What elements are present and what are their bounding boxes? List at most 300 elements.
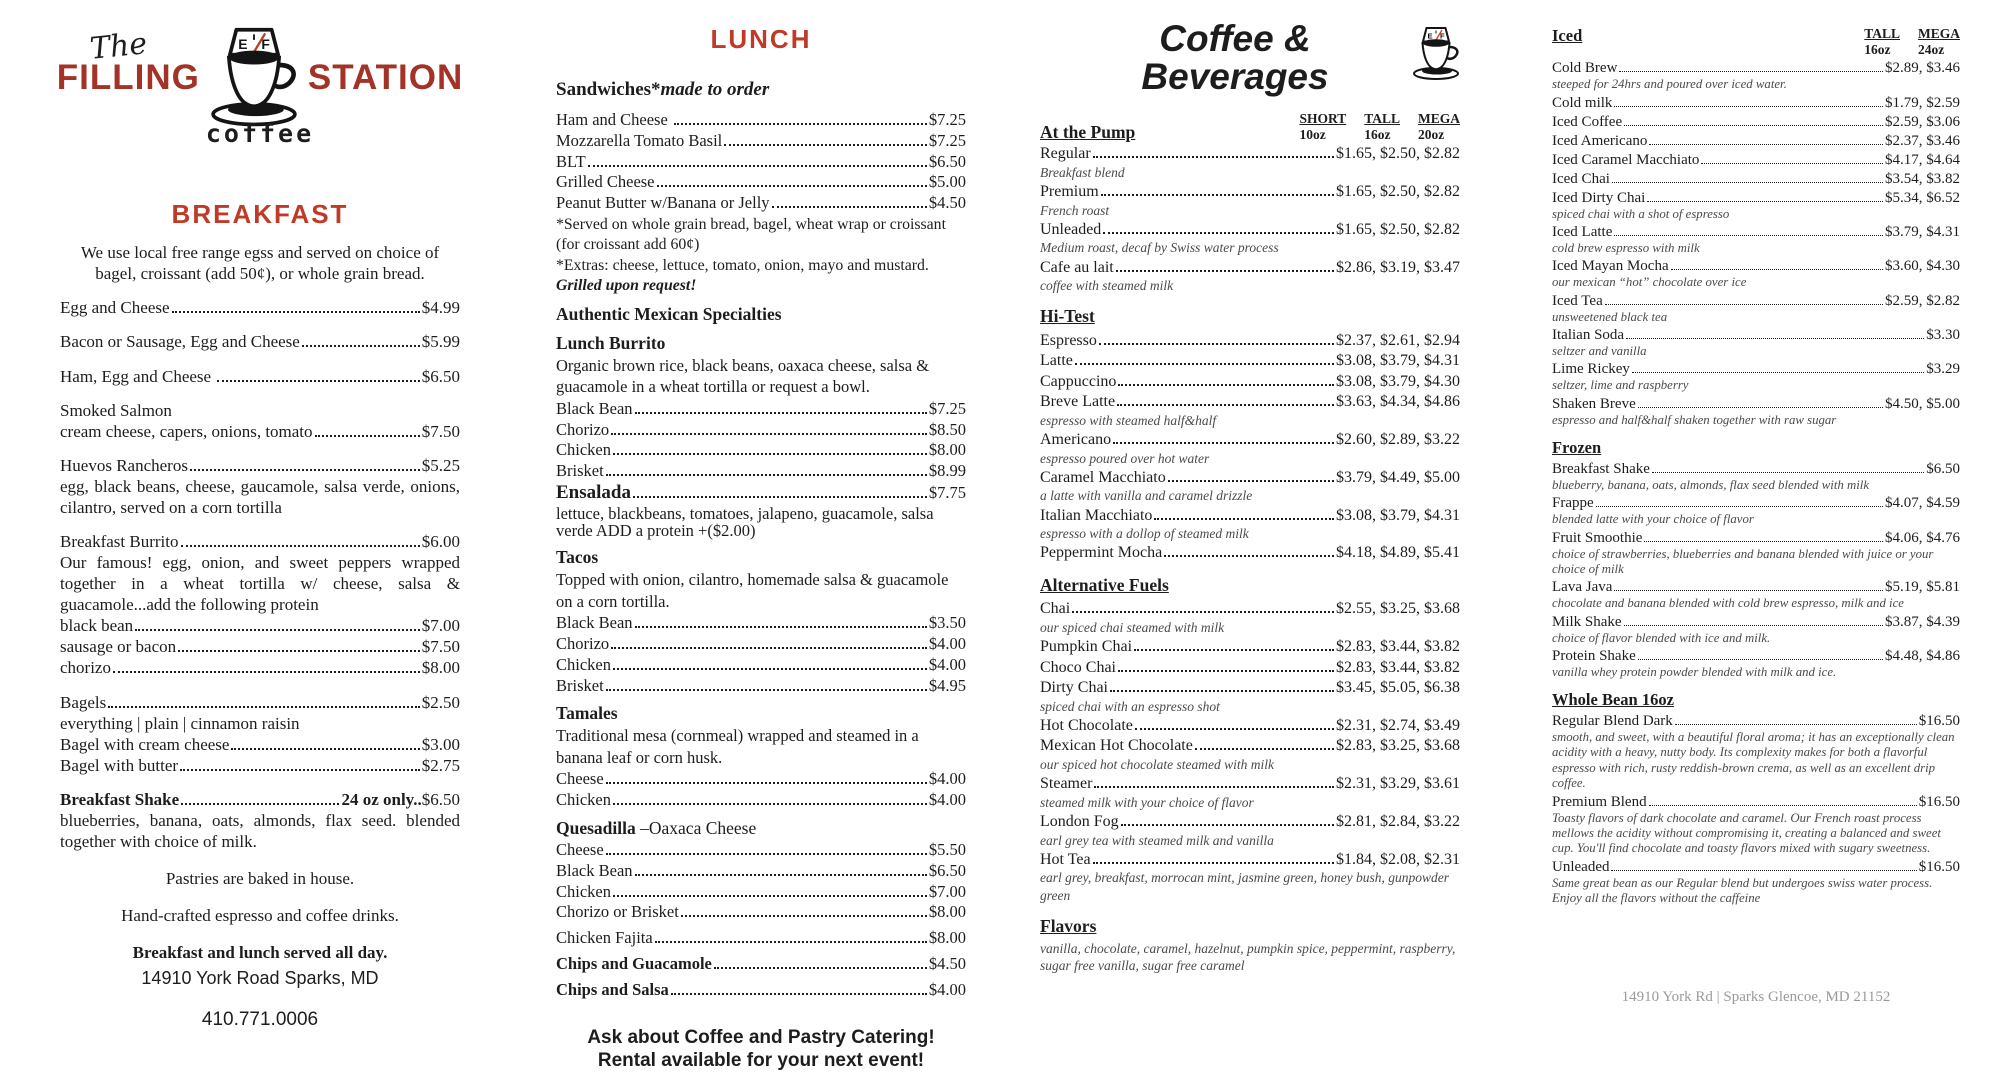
dot-leader bbox=[1612, 182, 1883, 183]
menu-item-prices: $3.63, $4.34, $4.86 bbox=[1336, 392, 1460, 412]
menu-item bbox=[1552, 793, 1960, 857]
dot-leader bbox=[724, 144, 927, 146]
phone-number: 410.771.0006 bbox=[60, 1008, 460, 1032]
menu-item bbox=[1552, 712, 1960, 791]
menu-item bbox=[1040, 736, 1460, 773]
dot-leader bbox=[611, 647, 927, 649]
iced-header-row bbox=[1552, 26, 1960, 58]
dot-leader bbox=[588, 165, 927, 167]
dot-leader bbox=[1605, 304, 1883, 305]
menu-item-name: Black Bean bbox=[556, 613, 633, 633]
quesadilla-heading-rest: –Oaxaca Cheese bbox=[636, 818, 757, 838]
menu-item bbox=[60, 531, 460, 615]
menu-item-name: Cold milk bbox=[1552, 94, 1612, 112]
dot-leader bbox=[181, 545, 420, 547]
dot-leader bbox=[613, 668, 927, 670]
menu-item-name: black bean bbox=[60, 615, 133, 636]
menu-item bbox=[1552, 326, 1960, 359]
menu-item-price: $6.50 bbox=[422, 789, 460, 810]
menu-item-prices: $4.17, $4.64 bbox=[1885, 151, 1960, 169]
menu-item-prices: $2.83, $3.44, $3.82 bbox=[1336, 658, 1460, 678]
quesadilla-heading-bold: Quesadilla bbox=[556, 818, 636, 838]
menu-item-name: Caramel Macchiato bbox=[1040, 468, 1166, 488]
tamales-description: Traditional mesa (cornmeal) wrapped and steamed in a banana leaf or corn husk. bbox=[556, 725, 966, 768]
menu-item-name: Chai bbox=[1040, 599, 1070, 619]
menu-item bbox=[1552, 858, 1960, 907]
menu-item-name: Frappe bbox=[1552, 494, 1594, 512]
dot-leader bbox=[1118, 670, 1334, 672]
dot-leader bbox=[217, 380, 419, 382]
menu-item bbox=[556, 634, 966, 654]
menu-item-name: Premium Blend bbox=[1552, 793, 1647, 811]
menu-item-description: choice of flavor blended with ice and milk. bbox=[1552, 631, 1960, 646]
dot-leader bbox=[1093, 156, 1334, 158]
coffee-cup-icon bbox=[1408, 26, 1464, 82]
menu-item-description: a latte with vanilla and caramel drizzle bbox=[1040, 487, 1460, 504]
section-heading: Alternative Fuels bbox=[1040, 575, 1460, 596]
at-the-pump-heading: At the Pump bbox=[1040, 122, 1135, 143]
menu-item bbox=[1552, 613, 1960, 646]
espresso-note: Hand-crafted espresso and coffee drinks. bbox=[60, 905, 460, 926]
logo-station-text: STATION bbox=[308, 56, 463, 99]
menu-item-price: $7.50 bbox=[422, 421, 460, 442]
menu-item-name: Iced Chai bbox=[1552, 170, 1610, 188]
dot-leader bbox=[1647, 201, 1883, 202]
dot-leader bbox=[655, 941, 927, 943]
menu-item-prices: $1.65, $2.50, $2.82 bbox=[1336, 144, 1460, 164]
menu-item bbox=[1552, 460, 1960, 493]
grilled-upon-request: Grilled upon request! bbox=[556, 277, 696, 294]
sandwich-footnote-2-text: *Extras: cheese, lettuce, tomato, onion, mayo and mustard. bbox=[556, 257, 929, 274]
dot-leader bbox=[674, 123, 927, 125]
menu-item-name: BLT bbox=[556, 152, 586, 172]
dot-leader bbox=[606, 782, 927, 784]
menu-item bbox=[556, 131, 966, 151]
menu-item-description: coffee with steamed milk bbox=[1040, 277, 1460, 294]
dot-leader bbox=[231, 748, 419, 750]
menu-item bbox=[1552, 170, 1960, 188]
menu-item-name: Chips and Salsa bbox=[556, 980, 669, 1000]
menu-item-name: Unleaded bbox=[1552, 858, 1609, 876]
dot-leader bbox=[606, 474, 927, 476]
menu-item-price: $3.00 bbox=[422, 734, 460, 755]
menu-item-price: $8.99 bbox=[929, 461, 966, 481]
menu-item-price: $5.99 bbox=[422, 331, 460, 352]
section-heading: Whole Bean 16oz bbox=[1552, 690, 1960, 710]
menu-item-description: earl grey tea with steamed milk and vanilla bbox=[1040, 832, 1460, 849]
lunch-title: LUNCH bbox=[556, 24, 966, 55]
menu-item bbox=[60, 297, 460, 318]
coffee-cup-fuel-gauge-icon bbox=[202, 26, 306, 130]
menu-item bbox=[1040, 774, 1460, 811]
menu-item-name: Italian Macchiato bbox=[1040, 506, 1152, 526]
menu-item bbox=[1040, 182, 1460, 219]
dot-leader bbox=[1701, 163, 1883, 164]
menu-item bbox=[60, 400, 460, 442]
menu-item-prices: $3.45, $5.05, $6.38 bbox=[1336, 678, 1460, 698]
pastries-note: Pastries are baked in house. bbox=[60, 868, 460, 889]
menu-item bbox=[556, 613, 966, 633]
menu-item-name: Bagels bbox=[60, 692, 106, 713]
menu-item-price: $5.50 bbox=[929, 840, 966, 860]
menu-item-pre-label: Smoked Salmon bbox=[60, 400, 460, 421]
menu-item-name: Iced Caramel Macchiato bbox=[1552, 151, 1699, 169]
menu-item-prices: $2.37, $3.46 bbox=[1885, 132, 1960, 150]
menu-item-name: Chips and Guacamole bbox=[556, 954, 712, 974]
menu-item-price: $7.25 bbox=[929, 131, 966, 151]
dot-leader bbox=[1113, 442, 1334, 444]
section-items bbox=[1040, 599, 1460, 904]
menu-item-price: $4.00 bbox=[929, 769, 966, 789]
menu-item bbox=[556, 902, 966, 922]
menu-item-description: our mexican “hot” chocolate over ice bbox=[1552, 275, 1960, 290]
menu-item-price: $6.00 bbox=[422, 531, 460, 552]
menu-item-description: Toasty flavors of dark chocolate and caramel. Our French roast process mellows the acidity without compromising it, creating a balanced and sweet cup. You'll find chocolate and toasty flavors mixed with sugary sweetness. bbox=[1552, 811, 1960, 857]
menu-item-price: $6.50 bbox=[422, 366, 460, 387]
menu-item-name: Iced Mayan Mocha bbox=[1552, 257, 1669, 275]
menu-item-name: Regular bbox=[1040, 144, 1091, 164]
title-line-1: Coffee & bbox=[1159, 18, 1310, 59]
menu-section bbox=[1552, 690, 1960, 906]
menu-item bbox=[1040, 258, 1460, 295]
menu-item-name: Pumpkin Chai bbox=[1040, 637, 1132, 657]
menu-item-prices: $16.50 bbox=[1919, 793, 1960, 811]
menu-item bbox=[1552, 578, 1960, 611]
menu-item bbox=[1552, 113, 1960, 131]
menu-item bbox=[1552, 647, 1960, 680]
lunch-burrito-description: Organic brown rice, black beans, oaxaca cheese, salsa & guacamole in a wheat tortilla or request a bowl. bbox=[556, 355, 966, 398]
coffee-beverages-title bbox=[1040, 20, 1430, 97]
dot-leader bbox=[1619, 71, 1883, 72]
size-label: TALL bbox=[1364, 111, 1400, 127]
dot-leader bbox=[1116, 270, 1334, 272]
menu-item bbox=[556, 110, 966, 130]
quesadilla-items bbox=[556, 840, 966, 922]
section-heading: Frozen bbox=[1552, 438, 1960, 458]
menu-item-name: Regular Blend Dark bbox=[1552, 712, 1673, 730]
size-label: MEGA bbox=[1418, 111, 1460, 127]
section-items bbox=[1552, 460, 1960, 680]
dot-leader bbox=[635, 412, 927, 414]
menu-item-name: Iced Americano bbox=[1552, 132, 1647, 150]
size-column bbox=[1299, 111, 1346, 143]
menu-item-price: $7.25 bbox=[929, 399, 966, 419]
menu-item-description: espresso and half&half shaken together with raw sugar bbox=[1552, 413, 1960, 428]
menu-item-name: Breakfast Shake bbox=[60, 789, 179, 810]
size-header bbox=[1299, 111, 1460, 143]
menu-item-name: Huevos Rancheros bbox=[60, 455, 188, 476]
menu-item bbox=[556, 420, 966, 440]
dot-leader bbox=[613, 803, 927, 805]
menu-item-name: chorizo bbox=[60, 657, 111, 678]
size-column bbox=[1364, 111, 1400, 143]
size-label: TALL bbox=[1864, 26, 1900, 42]
menu-item-name: Mexican Hot Chocolate bbox=[1040, 736, 1193, 756]
section-items bbox=[1552, 712, 1960, 906]
coffee-sections bbox=[1040, 306, 1460, 974]
menu-item bbox=[556, 676, 966, 696]
menu-item-prices: $1.65, $2.50, $2.82 bbox=[1336, 220, 1460, 240]
menu-item-description: everything | plain | cinnamon raisin bbox=[60, 713, 460, 734]
dot-leader bbox=[1094, 786, 1334, 788]
ensalada-item bbox=[556, 482, 966, 539]
menu-item bbox=[1040, 351, 1460, 371]
tacos-description: Topped with onion, cilantro, homemade salsa & guacamole on a corn tortilla. bbox=[556, 569, 966, 612]
menu-item-name: Bagel with cream cheese bbox=[60, 734, 229, 755]
menu-item-prices: $2.31, $2.74, $3.49 bbox=[1336, 716, 1460, 736]
menu-item-price: $3.50 bbox=[929, 613, 966, 633]
burrito-items bbox=[556, 399, 966, 481]
menu-item-name: Iced Dirty Chai bbox=[1552, 189, 1645, 207]
menu-item bbox=[1552, 59, 1960, 92]
dot-leader bbox=[1624, 125, 1883, 126]
sandwich-items bbox=[556, 110, 966, 213]
menu-item bbox=[1040, 468, 1460, 505]
menu-item-name: Bacon or Sausage, Egg and Cheese bbox=[60, 331, 300, 352]
menu-item-name: Shaken Breve bbox=[1552, 395, 1636, 413]
menu-item-description: choice of strawberries, blueberries and banana blended with juice or your choice of milk bbox=[1552, 547, 1960, 578]
menu-item-name: Bagel with butter bbox=[60, 755, 178, 776]
menu-item-name: Cappuccino bbox=[1040, 372, 1116, 392]
dot-leader bbox=[1596, 506, 1883, 507]
size-column bbox=[1918, 26, 1960, 58]
size-ounces: 16oz bbox=[1364, 127, 1390, 143]
menu-item-prices: $16.50 bbox=[1919, 712, 1960, 730]
dot-leader bbox=[714, 967, 927, 969]
menu-item-description: our spiced hot chocolate steamed with milk bbox=[1040, 756, 1460, 773]
menu-item-name: Iced Tea bbox=[1552, 292, 1603, 310]
menu-item bbox=[1040, 812, 1460, 849]
menu-section bbox=[1552, 438, 1960, 680]
menu-item-name: Cheese bbox=[556, 769, 604, 789]
dot-leader bbox=[1626, 338, 1924, 339]
menu-item-prices: $5.19, $5.81 bbox=[1885, 578, 1960, 596]
dot-leader bbox=[1671, 269, 1883, 270]
menu-item bbox=[556, 193, 966, 213]
menu-item-price: $4.00 bbox=[929, 655, 966, 675]
logo-coffee-text: coffee bbox=[60, 118, 460, 149]
lunch-burrito-heading: Lunch Burrito bbox=[556, 333, 966, 354]
menu-item-name: Americano bbox=[1040, 430, 1111, 450]
menu-item-price: $8.00 bbox=[929, 440, 966, 460]
menu-item-name: Italian Soda bbox=[1552, 326, 1624, 344]
menu-item bbox=[60, 789, 460, 852]
size-column bbox=[1864, 26, 1900, 58]
dot-leader bbox=[181, 803, 339, 805]
menu-item-name: Brisket bbox=[556, 461, 604, 481]
menu-item-price: $2.50 bbox=[422, 692, 460, 713]
dot-leader bbox=[1195, 748, 1334, 750]
menu-item-prices: $3.08, $3.79, $4.31 bbox=[1336, 351, 1460, 371]
menu-item-description: French roast bbox=[1040, 202, 1460, 219]
menu-item-name: Chicken bbox=[556, 655, 611, 675]
menu-section bbox=[1040, 306, 1460, 563]
menu-item-prices: $3.30 bbox=[1926, 326, 1960, 344]
taco-items bbox=[556, 613, 966, 695]
dot-leader bbox=[1075, 363, 1334, 365]
menu-item-prices: $3.60, $4.30 bbox=[1885, 257, 1960, 275]
menu-item-prices: $4.50, $5.00 bbox=[1885, 395, 1960, 413]
dot-leader bbox=[606, 853, 927, 855]
dot-leader bbox=[180, 769, 420, 771]
menu-item bbox=[1040, 372, 1460, 392]
menu-item-prices: $2.86, $3.19, $3.47 bbox=[1336, 258, 1460, 278]
dot-leader bbox=[1614, 106, 1883, 107]
menu-item-description: steamed milk with your choice of flavor bbox=[1040, 794, 1460, 811]
menu-item-name: Chorizo or Brisket bbox=[556, 902, 679, 922]
dot-leader bbox=[172, 311, 420, 313]
catering-line-2: Rental available for your next event! bbox=[598, 1050, 924, 1071]
menu-item-name: Chicken bbox=[556, 790, 611, 810]
menu-item bbox=[60, 455, 460, 518]
logo-the-text: The bbox=[88, 25, 149, 68]
menu-item-name: Ham and Cheese bbox=[556, 110, 672, 130]
menu-item-price: $2.75 bbox=[422, 755, 460, 776]
size-ounces: 24oz bbox=[1918, 42, 1944, 58]
menu-item bbox=[60, 734, 460, 755]
dot-leader bbox=[1614, 590, 1883, 591]
iced-heading: Iced bbox=[1552, 26, 1582, 46]
menu-item-name: Iced Latte bbox=[1552, 223, 1612, 241]
sandwiches-heading-italic: made to order bbox=[661, 79, 770, 100]
menu-item bbox=[60, 331, 460, 352]
dot-leader bbox=[178, 650, 420, 652]
menu-item bbox=[1552, 257, 1960, 290]
menu-item bbox=[556, 790, 966, 810]
menu-item bbox=[1040, 850, 1460, 904]
menu-item-name: Chicken Fajita bbox=[556, 928, 653, 948]
menu-item bbox=[60, 657, 460, 678]
menu-item-price: $4.99 bbox=[422, 297, 460, 318]
dot-leader bbox=[635, 626, 927, 628]
dot-leader bbox=[606, 689, 927, 691]
menu-section bbox=[1040, 575, 1460, 904]
menu-item-name: Cheese bbox=[556, 840, 604, 860]
dot-leader bbox=[1638, 659, 1883, 660]
menu-item bbox=[1552, 395, 1960, 428]
menu-item-name: Fruit Smoothie bbox=[1552, 529, 1642, 547]
dot-leader bbox=[1121, 824, 1334, 826]
menu-item bbox=[60, 615, 460, 636]
menu-item-price: $5.00 bbox=[929, 172, 966, 192]
menu-item bbox=[556, 769, 966, 789]
iced-items bbox=[1552, 59, 1960, 428]
dot-leader bbox=[1103, 232, 1334, 234]
menu-item bbox=[556, 172, 966, 192]
menu-item-price: $7.75 bbox=[929, 483, 966, 503]
sandwich-footnote-2 bbox=[556, 256, 966, 295]
dot-leader bbox=[302, 345, 420, 347]
menu-item bbox=[556, 399, 966, 419]
menu-item bbox=[556, 655, 966, 675]
menu-item-name: Egg and Cheese bbox=[60, 297, 170, 318]
section-description: vanilla, chocolate, caramel, hazelnut, pumpkin spice, peppermint, raspberry, sugar free vanilla, sugar free caramel bbox=[1040, 940, 1460, 975]
dot-leader bbox=[772, 206, 927, 208]
dot-leader bbox=[1110, 690, 1334, 692]
menu-item-prices: $3.87, $4.39 bbox=[1885, 613, 1960, 631]
dot-leader bbox=[1644, 541, 1883, 542]
menu-item-price: $6.50 bbox=[929, 152, 966, 172]
menu-item-prices: $2.31, $3.29, $3.61 bbox=[1336, 774, 1460, 794]
size-ounces: 10oz bbox=[1299, 127, 1325, 143]
logo-filling-text: FILLING bbox=[57, 56, 200, 99]
coffee-beverages-column bbox=[1040, 0, 1460, 1000]
menu-item-prices: $2.83, $3.44, $3.82 bbox=[1336, 637, 1460, 657]
menu-item-prices: $1.84, $2.08, $2.31 bbox=[1336, 850, 1460, 870]
dot-leader bbox=[1611, 870, 1916, 871]
menu-section bbox=[1040, 916, 1460, 975]
dot-leader bbox=[681, 915, 927, 917]
menu-item-name: Latte bbox=[1040, 351, 1073, 371]
menu-item bbox=[1552, 529, 1960, 578]
size-label: SHORT bbox=[1299, 111, 1346, 127]
tamales-heading: Tamales bbox=[556, 703, 966, 724]
breakfast-column bbox=[60, 0, 460, 1000]
menu-item bbox=[1552, 94, 1960, 112]
menu-item-description: blueberries, banana, oats, almonds, flax seed. blended together with choice of milk. bbox=[60, 810, 460, 852]
menu-item bbox=[60, 366, 460, 387]
menu-item-name: Protein Shake bbox=[1552, 647, 1636, 665]
dot-leader bbox=[1614, 235, 1883, 236]
menu-item bbox=[1040, 599, 1460, 636]
dot-leader bbox=[1649, 805, 1917, 806]
menu-item bbox=[1040, 506, 1460, 543]
sandwiches-heading-bold: Sandwiches* bbox=[556, 79, 661, 100]
menu-item-prices: $3.54, $3.82 bbox=[1885, 170, 1960, 188]
menu-item bbox=[1040, 220, 1460, 257]
menu-item bbox=[1552, 494, 1960, 527]
dot-leader bbox=[1118, 384, 1334, 386]
menu-item bbox=[556, 861, 966, 881]
menu-item-name: Hot Tea bbox=[1040, 850, 1091, 870]
menu-item bbox=[1040, 716, 1460, 736]
dot-leader bbox=[315, 435, 420, 437]
at-the-pump-header-row bbox=[1040, 111, 1460, 143]
menu-item-prices: $3.29 bbox=[1926, 360, 1960, 378]
menu-item-prices: $1.65, $2.50, $2.82 bbox=[1336, 182, 1460, 202]
menu-item-name: Chorizo bbox=[556, 420, 609, 440]
menu-item-price: $6.50 bbox=[929, 861, 966, 881]
menu-item-name: Peppermint Mocha bbox=[1040, 543, 1162, 563]
menu-item-prices: $4.06, $4.76 bbox=[1885, 529, 1960, 547]
menu-item-name: Iced Coffee bbox=[1552, 113, 1622, 131]
menu-item-name: Ensalada bbox=[556, 482, 631, 505]
menu-item-name: Brisket bbox=[556, 676, 604, 696]
tacos-heading: Tacos bbox=[556, 547, 966, 568]
menu-item bbox=[556, 461, 966, 481]
menu-item-name: cream cheese, capers, onions, tomato bbox=[60, 421, 313, 442]
menu-item-description: steeped for 24hrs and poured over iced water. bbox=[1552, 77, 1960, 92]
menu-item-prices: $2.81, $2.84, $3.22 bbox=[1336, 812, 1460, 832]
menu-item-name: Unleaded bbox=[1040, 220, 1101, 240]
menu-item-name: Chicken bbox=[556, 440, 611, 460]
menu-item-prices: $2.37, $2.61, $2.94 bbox=[1336, 331, 1460, 351]
catering-line-1: Ask about Coffee and Pastry Catering! bbox=[587, 1027, 934, 1048]
menu-item bbox=[1552, 360, 1960, 393]
breakfast-items bbox=[60, 297, 460, 852]
iced-column bbox=[1552, 0, 1960, 1000]
menu-item-price: $8.00 bbox=[929, 928, 966, 948]
sandwiches-heading bbox=[556, 79, 966, 102]
menu-item-name: Peanut Butter w/Banana or Jelly bbox=[556, 193, 770, 213]
lunch-column bbox=[556, 0, 966, 1000]
menu-item bbox=[60, 636, 460, 657]
menu-item-price: $7.25 bbox=[929, 110, 966, 130]
mexican-specialties-heading: Authentic Mexican Specialties bbox=[556, 304, 966, 325]
menu-item-price: $4.50 bbox=[929, 193, 966, 213]
menu-item-name: Black Bean bbox=[556, 399, 633, 419]
menu-item-prices: $2.89, $3.46 bbox=[1885, 59, 1960, 77]
